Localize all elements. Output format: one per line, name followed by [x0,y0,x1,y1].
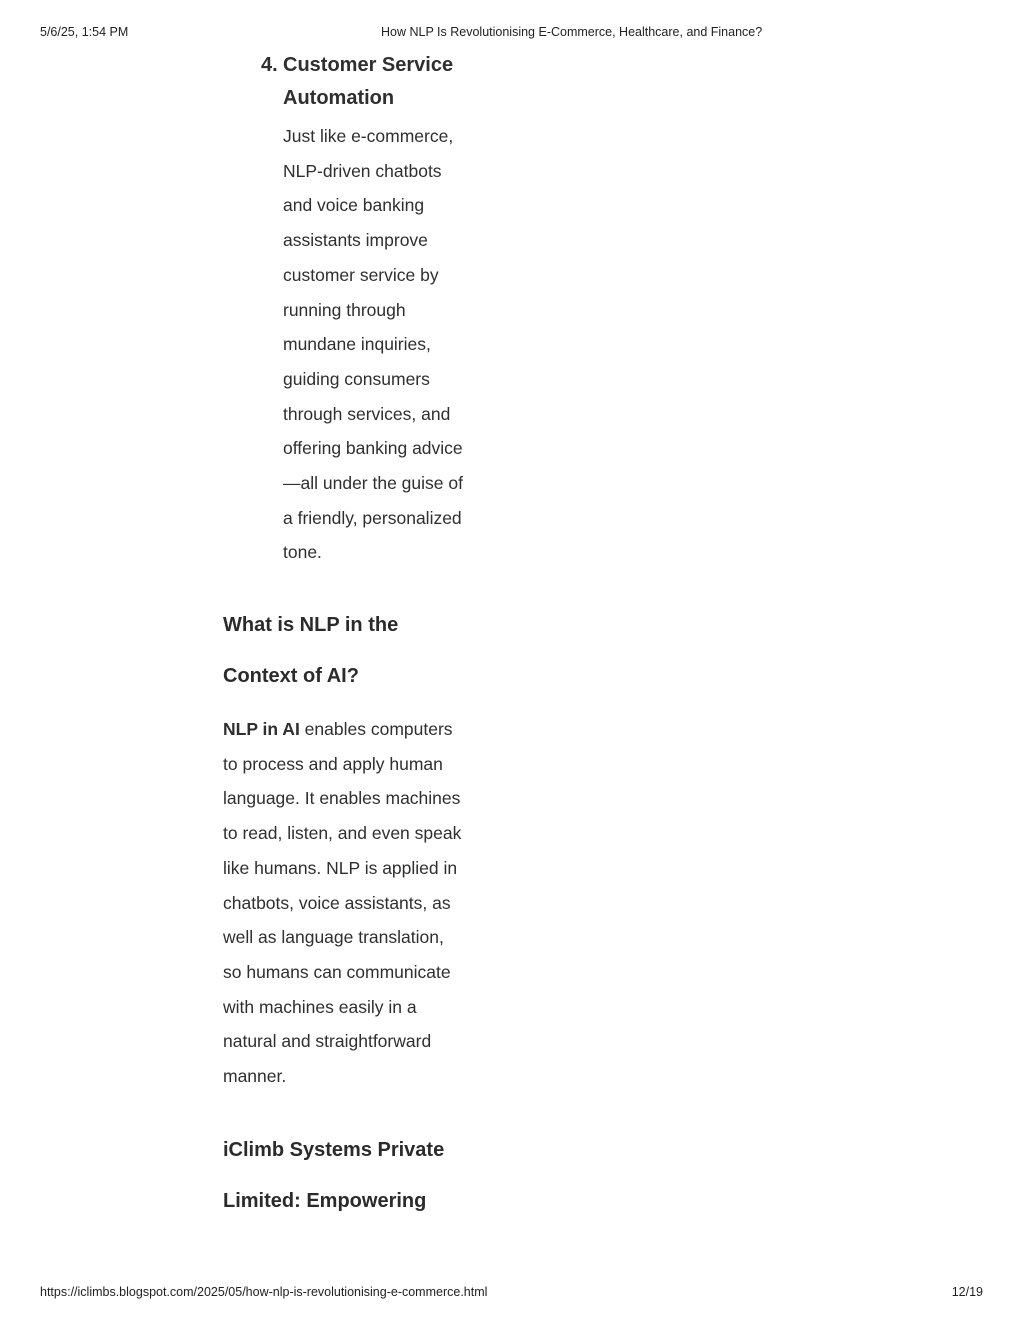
body-line: manner. [223,1066,287,1087]
heading-line: What is NLP in the [223,614,399,636]
body-line: Just like e-commerce, [283,126,454,146]
body-line: mundane inquiries, [283,334,431,355]
body-line: guiding consumers [283,368,430,389]
section-heading-nlp [223,600,503,702]
print-date: 5/6/25, 1:54 PM [40,25,129,39]
page-number: 12/19 [951,1285,983,1299]
list-heading-line: Automation [283,86,395,109]
heading-line: iClimb Systems Private [223,1139,445,1161]
bold-term: NLP in AI [223,719,300,739]
lead-text: enables computers [299,719,453,739]
body-line: assistants improve [283,230,428,251]
heading-line: Context of AI? [223,665,359,687]
heading-line: Limited: Empowering [223,1190,427,1212]
body-line: language. It enables machines [223,788,461,809]
body-line: offering banking advice [283,438,463,459]
nlp-paragraph [223,712,493,1094]
list-heading-line: Customer Service [283,54,454,76]
body-line: chatbots, voice assistants, as [223,892,451,913]
body-line: running through [283,299,406,320]
body-line: a friendly, personalized [283,507,462,528]
body-line: so humans can communicate [223,961,451,982]
section-heading-iclimb [223,1125,503,1227]
paragraph-lead-line [223,712,493,747]
body-line: through services, and [283,403,451,424]
body-line: and voice banking [283,195,425,216]
print-page-title: How NLP Is Revolutionising E-Commerce, Healthcare, and Finance? [381,25,763,39]
body-line: well as language translation, [223,927,444,948]
body-line: customer service by [283,264,439,285]
body-line: with machines easily in a [223,996,417,1017]
print-url: https://iclimbs.blogspot.com/2025/05/how-nlp-is-revolutionising-e-commerce.html [40,1285,488,1299]
body-line: to process and apply human [223,753,443,774]
list-item-number: 4. [261,54,278,76]
body-line: like humans. NLP is applied in [223,857,458,878]
list-item-heading [261,49,483,114]
list-item-body [283,119,483,570]
body-line: natural and straightforward [223,1031,432,1052]
body-line: —all under the guise of [283,473,463,494]
body-line: to read, listen, and even speak [223,823,462,844]
body-line: NLP-driven chatbots [283,160,442,181]
body-line: tone. [283,542,322,563]
